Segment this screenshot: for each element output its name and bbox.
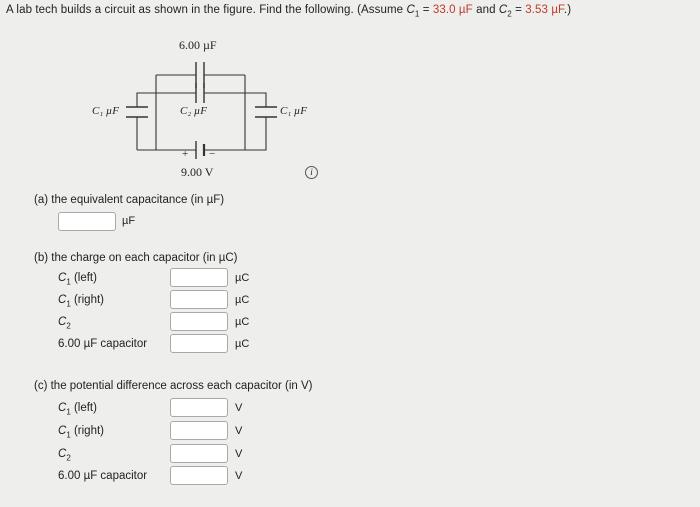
right-cap-wires [245,93,266,150]
top-capacitor [196,62,204,88]
part-a-answer-input[interactable] [58,212,116,231]
part-c-6uf-input[interactable] [170,466,228,485]
part-b-row-label: 6.00 µF capacitor [58,338,148,350]
part-b-c2-input[interactable] [170,312,228,331]
part-b-row-label: $C_1$ (right) [58,294,104,309]
part-c-row-label: $C_1$ (right) [58,425,104,440]
right-capacitor [255,107,277,117]
part-c-c2-input[interactable] [170,444,228,463]
part-c-unit: V [235,425,243,437]
part-b-row-label: $C_1$ (left) [58,272,97,287]
part-b-title: (b) the charge on each capacitor (in µC) [34,252,238,264]
part-c-unit: V [235,470,243,482]
part-c-row-label: $C_2$ [58,448,71,463]
left-cap-wires [137,93,156,150]
part-c-title: (c) the potential difference across each capacitor (in V) [34,380,313,392]
top-capacitor-label: 6.00 µF [179,38,217,52]
battery-minus-label: − [209,148,216,160]
part-b-unit: µC [235,272,250,284]
battery-voltage-label: 9.00 V [181,165,214,179]
battery-plus-label: + [182,148,189,160]
part-b-c1-right-input[interactable] [170,290,228,309]
part-c-row-label: $C_1$ (left) [58,402,97,417]
part-a-unit: µF [122,215,136,227]
part-c-c1-left-input[interactable] [170,398,228,417]
left-capacitor [126,107,148,117]
middle-capacitor-label: C₂ µF [180,105,207,117]
right-capacitor-label: C₁ µF [280,105,307,117]
part-b-6uf-input[interactable] [170,334,228,353]
part-a-title: (a) the equivalent capacitance (in µF) [34,194,225,206]
part-c-unit: V [235,402,243,414]
part-b-row-label: $C_2$ [58,316,71,331]
info-icon[interactable]: i [305,166,318,179]
left-capacitor-label: C₁ µF [92,105,119,117]
part-b-unit: µC [235,294,250,306]
part-c-row-label: 6.00 µF capacitor [58,470,148,482]
part-b-unit: µC [235,316,250,328]
part-b-unit: µC [235,338,250,350]
middle-capacitor [196,83,204,103]
circuit-diagram [0,0,700,200]
part-b-c1-left-input[interactable] [170,268,228,287]
part-c-unit: V [235,448,243,460]
problem-statement: A lab tech builds a circuit as shown in the figure. Find the following. (Assume $C_1 = 33.0$ µF and $C_2 = 3.53$ µF.) [6,4,572,19]
part-c-c1-right-input[interactable] [170,421,228,440]
